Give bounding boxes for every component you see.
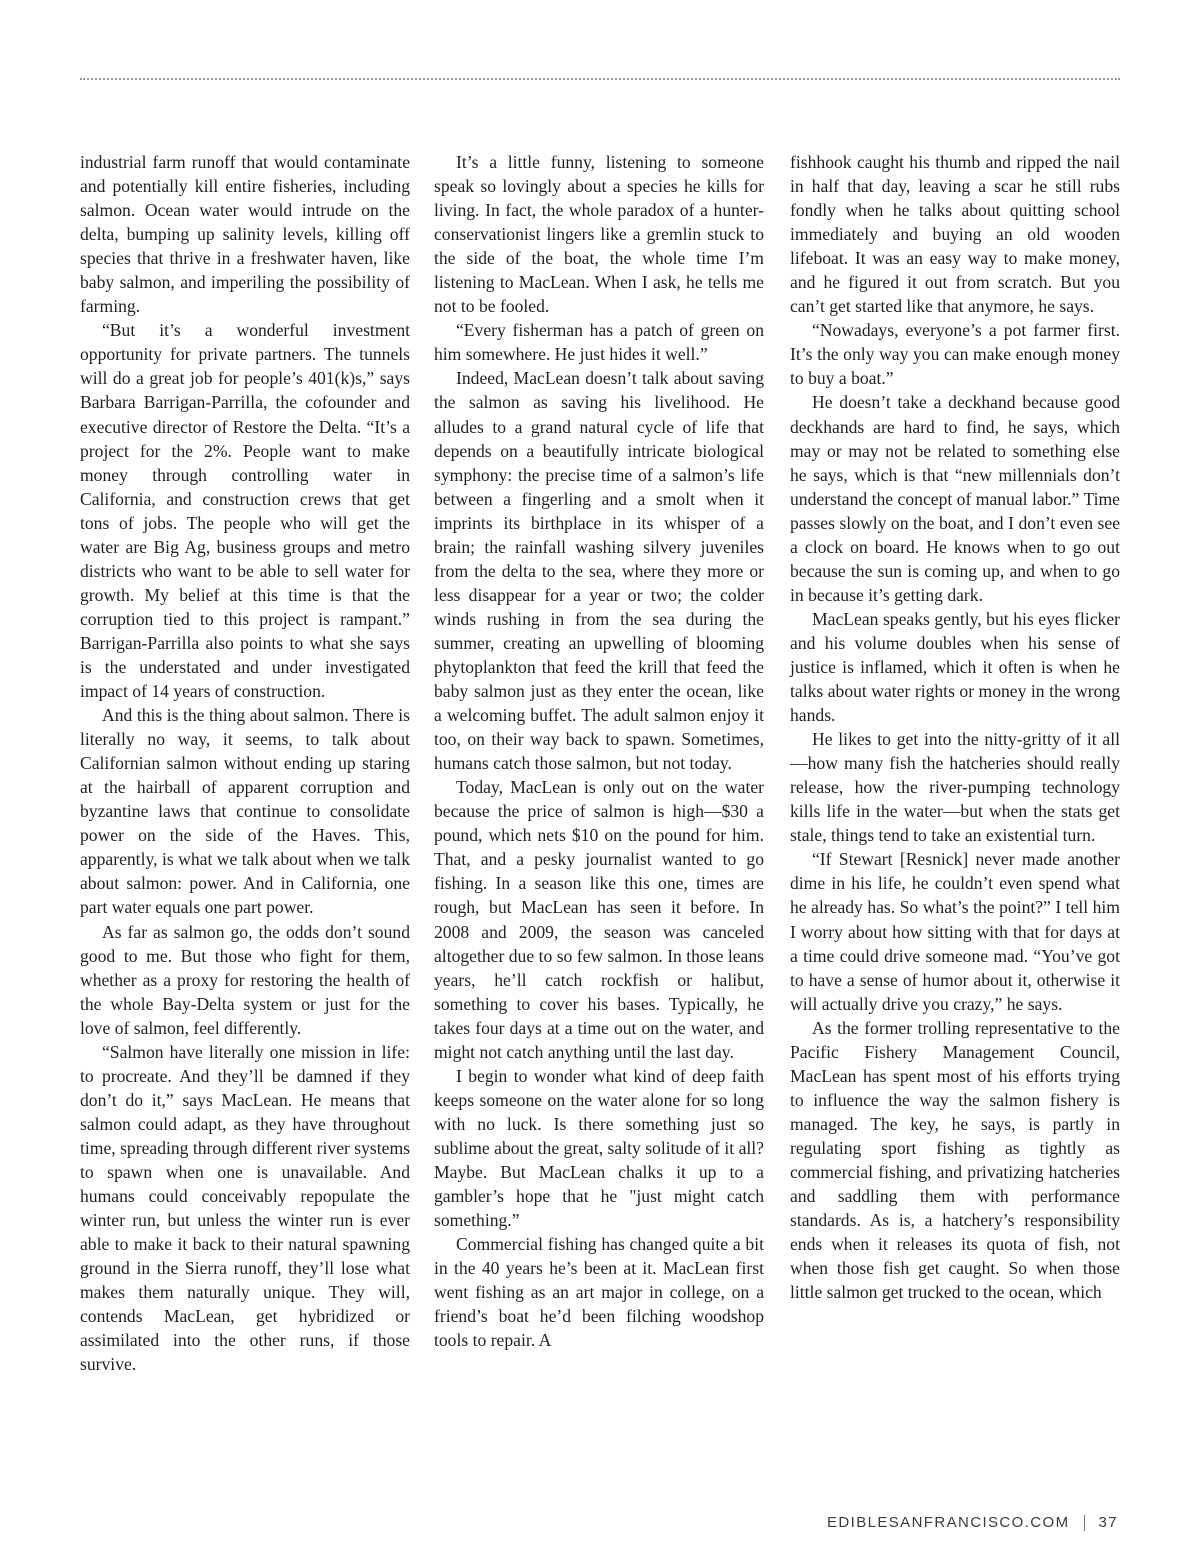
top-dotted-rule (80, 78, 1120, 80)
paragraph: It’s a little funny, listening to someone speak so lovingly about a species he kills for living. In fact, the whole paradox of a hunter-conservationist lingers like a gremlin stuck to the side of the boat, the whole time I’m listening to MacLean. When I ask, he tells me not to be fooled. (434, 152, 764, 317)
paragraph: “Nowadays, everyone’s a pot farmer first. It’s the only way you can make enough money to buy a boat.” (790, 320, 1120, 389)
paragraph: “If Stewart [Resnick] never made another dime in his life, he couldn’t even spend what he already has. So what’s the point?” I tell him I worry about how sitting with that for days at a time could drive someone mad. “You’ve got to have a sense of humor about it, otherwise it will actually drive you crazy,” he says. (790, 849, 1120, 1014)
page-number: 37 (1098, 1514, 1118, 1531)
paragraph: As far as salmon go, the odds don’t sound good to me. But those who fight for them, whether as a proxy for restoring the health of the whole Bay-Delta system or just for the love of salmon, feel differently. (80, 921, 410, 1038)
article-column-1 (80, 150, 410, 1376)
paragraph: industrial farm runoff that would contaminate and potentially kill entire fisheries, including salmon. Ocean water would intrude on the delta, bumping up salinity levels, killing off species that thrive in a freshwater haven, like baby salmon, and imperiling the possibility of farming. (80, 152, 410, 317)
paragraph: I begin to wonder what kind of deep faith keeps someone on the water alone for so long with no luck. Is there something just so sublime about the great, salty solitude of it all? Maybe. But MacLean chalks it up to a gambler’s hope that he "just might catch something.” (434, 1065, 764, 1231)
paragraph: He likes to get into the nitty-gritty of it all—how many fish the hatcheries should really release, how the river-pumping technology kills life in the water—but when the stats get stale, things tend to take an existential turn. (790, 729, 1120, 846)
footer-site-url: EDIBLESANFRANCISCO.COM (827, 1514, 1070, 1531)
page-footer (827, 1514, 1118, 1531)
footer-divider (1084, 1515, 1085, 1531)
article-column-3 (790, 150, 1120, 1304)
paragraph: Commercial fishing has changed quite a bit in the 40 years he’s been at it. MacLean first went fishing as an art major in college, on a friend’s boat he’d been filching woodshop tools to repair. A (434, 1234, 764, 1351)
paragraph: Indeed, MacLean doesn’t talk about saving the salmon as saving his livelihood. He alludes to a grand natural cycle of life that depends on a beautifully intricate biological symphony: the precise time of a salmon’s life between a fingerling and a smolt when it imprints its birthplace in its whisper of a brain; the rainfall washing silvery juveniles from the delta to the sea, where they more or less disappear for a year or two; the colder winds rushing in from the sea during the summer, creating an upwelling of blooming phytoplankton that feed the krill that feed the baby salmon just as they enter the ocean, like a welcoming buffet. The adult salmon enjoy it too, on their way back to spawn. Sometimes, humans catch those salmon, but not today. (434, 368, 764, 774)
paragraph: And this is the thing about salmon. There is literally no way, it seems, to talk about Californian salmon without ending up staring at the hairball of apparent corruption and byzantine laws that continue to consolidate power on the side of the Haves. This, apparently, is what we talk about when we talk about salmon: power. And in California, one part water equals one part power. (80, 705, 410, 918)
paragraph: “Salmon have literally one mission in life: to procreate. And they’ll be damned if they don’t do it,” says MacLean. He means that salmon could adapt, as they have throughout time, spreading through different river systems to spawn when one is unavailable. And humans could conceivably repopulate the winter run, but unless the winter run is ever able to make it back to their natural spawning ground in the Sierra runoff, they’ll lose what makes them naturally unique. They will, contends MacLean, get hybridized or assimilated into the other runs, if those survive. (80, 1041, 410, 1375)
article-column-2 (434, 150, 764, 1352)
paragraph: As the former trolling representative to the Pacific Fishery Management Council, MacLean has spent most of his efforts trying to influence the way the salmon fishery is managed. The key, he says, is partly in regulating sport fishing as tightly as commercial fishing, and privatizing hatcheries and saddling them with performance standards. As is, a hatchery’s responsibility ends when it releases its quota of fish, not when those fish get caught. So when those little salmon get trucked to the ocean, which (790, 1017, 1120, 1303)
paragraph: “But it’s a wonderful investment opportunity for private partners. The tunnels will do a great job for people’s 401(k)s,” says Barbara Barrigan-Parrilla, the cofounder and executive director of Restore the Delta. “It’s a project for the 2%. People want to make money through controlling water in California, and construction crews that get tons of jobs. The people who will get the water are Big Ag, business groups and metro districts who want to be able to sell water for growth. My belief at this time is that the corruption tied to this project is rampant.” Barrigan-Parrilla also points to what she says is the understated and under investigated impact of 14 years of construction. (80, 320, 410, 702)
paragraph: He doesn’t take a deckhand because good deckhands are hard to find, he says, which may or may not be related to something else he says, which is that “new millennials don’t understand the concept of manual labor.” Time passes slowly on the boat, and I don’t even see a clock on board. He knows when to go out because the sun is coming up, and when to go in because it’s getting dark. (790, 392, 1120, 605)
paragraph: Today, MacLean is only out on the water because the price of salmon is high—$30 a pound, which nets $10 on the pound for him. That, and a pesky journalist wanted to go fishing. In a season like this one, times are rough, but MacLean has seen it before. In 2008 and 2009, the season was canceled altogether due to so few salmon. In those leans years, he’ll catch rockfish or halibut, something to cover his bases. Typically, he takes four days at a time out on the water, and might not catch anything until the last day. (434, 777, 764, 1062)
paragraph: MacLean speaks gently, but his eyes flicker and his volume doubles when his sense of justice is inflamed, which it often is when he talks about water rights or money in the wrong hands. (790, 608, 1120, 726)
paragraph: “Every fisherman has a patch of green on him somewhere. He just hides it well.” (434, 320, 764, 365)
paragraph: fishhook caught his thumb and ripped the nail in half that day, leaving a scar he still rubs fondly when he talks about quitting school immediately and buying an old wooden lifeboat. It was an easy way to make money, and he figured it out from scratch. But you can’t get started like that anymore, he says. (790, 152, 1120, 317)
